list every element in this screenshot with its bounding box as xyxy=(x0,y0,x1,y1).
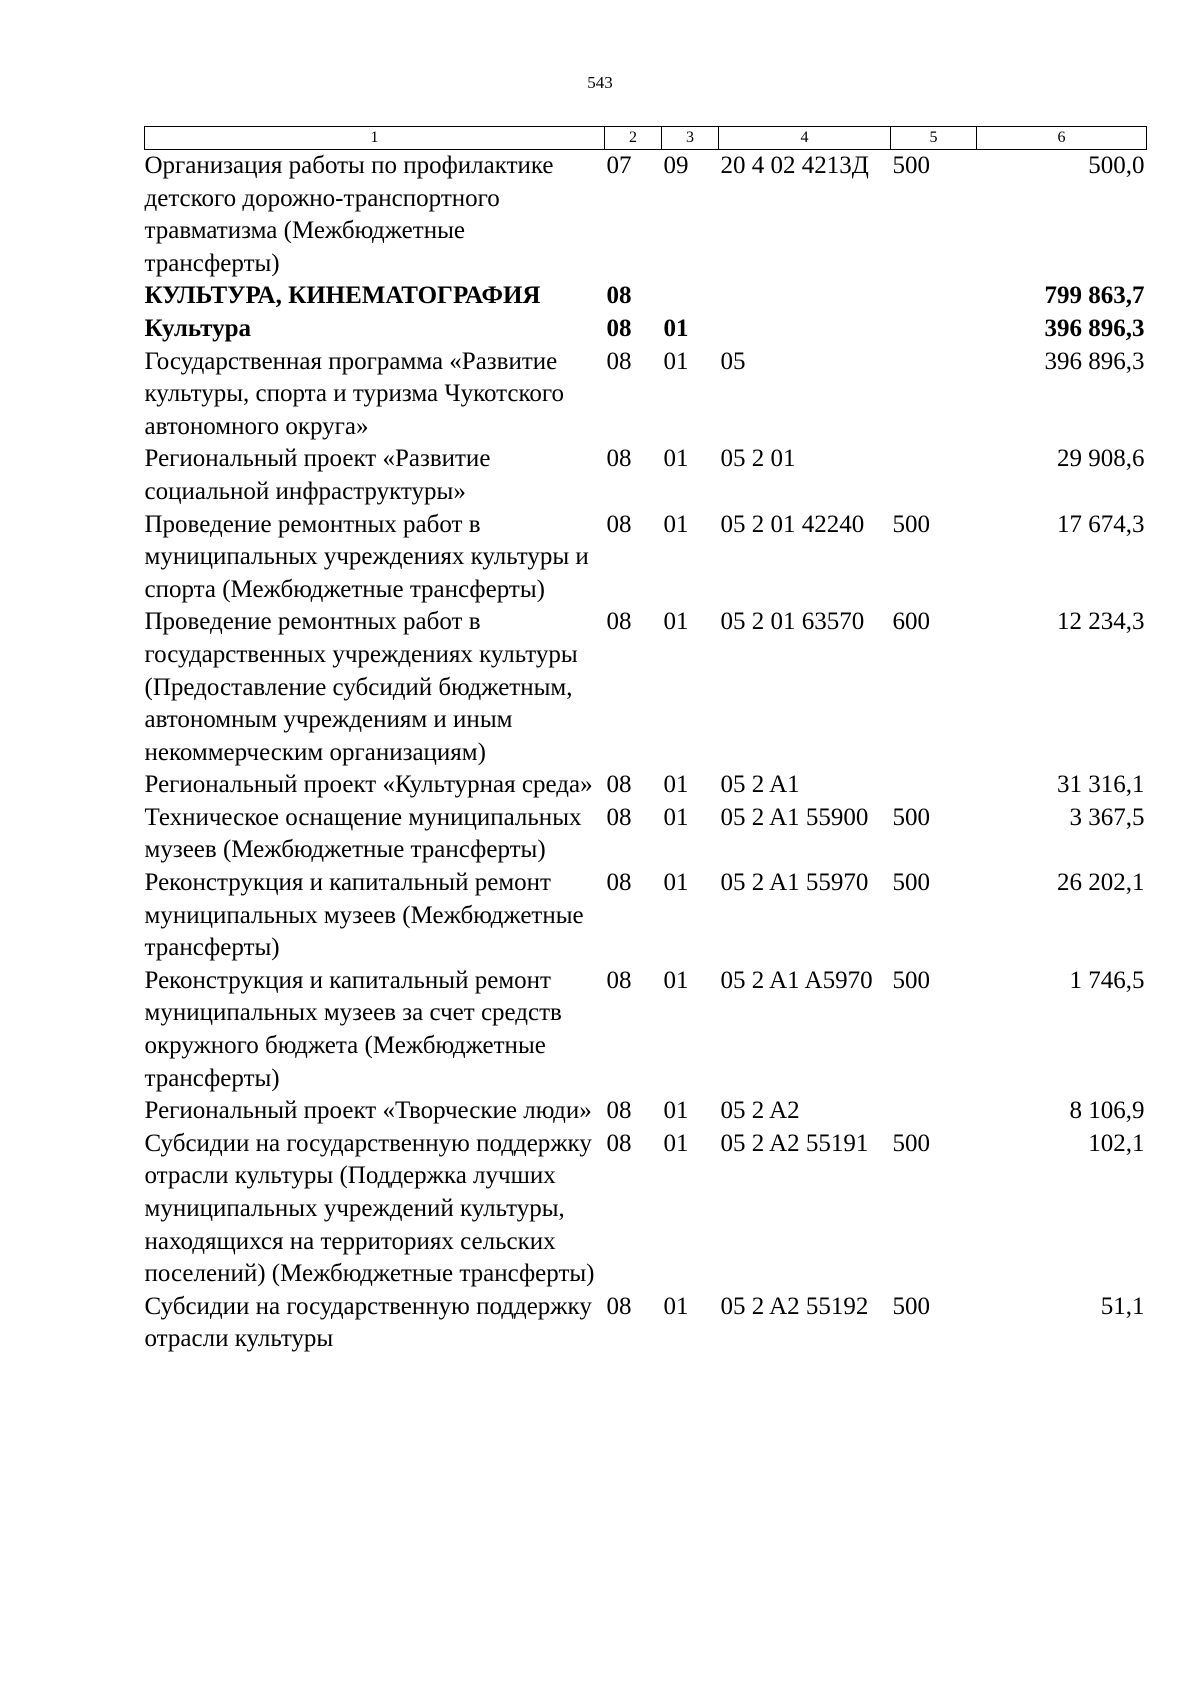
column-number-2: 2 xyxy=(605,127,662,150)
row-amount: 17 674,3 xyxy=(1057,510,1145,538)
budget-table-body xyxy=(145,150,1147,1356)
row-section: 08 xyxy=(606,803,632,831)
row-target-code: 05 xyxy=(720,347,746,375)
table-row xyxy=(145,867,1147,965)
table-row xyxy=(145,965,1147,1095)
row-name: Государственная программа «Развитие культуры, спорта и туризма Чукотского автономного округа» xyxy=(144,347,564,440)
row-amount: 102,1 xyxy=(1088,1129,1145,1157)
row-name: Техническое оснащение муниципальных музеев (Межбюджетные трансферты) xyxy=(144,803,582,864)
row-expense-type: 600 xyxy=(892,608,930,636)
table-row xyxy=(145,443,1147,508)
row-section: 08 xyxy=(606,314,632,342)
column-number-4: 4 xyxy=(719,127,891,150)
row-target-code xyxy=(719,280,891,313)
row-subsection: 01 xyxy=(663,347,689,375)
row-name: Региональный проект «Творческие люди» xyxy=(144,1097,592,1125)
row-expense-type: 500 xyxy=(892,1129,930,1157)
row-expense-type xyxy=(891,1095,977,1128)
row-section: 08 xyxy=(606,966,632,994)
table-row xyxy=(145,280,1147,313)
row-target-code: 05 2 A1 A5970 xyxy=(720,966,873,994)
row-subsection: 01 xyxy=(663,608,689,636)
row-name: Субсидии на государственную поддержку отрасли культуры (Поддержка лучших муниципальных учреждений культуры, находящихся на территориях сельских поселений) (Межбюджетные трансферты) xyxy=(144,1129,595,1288)
row-expense-type xyxy=(891,280,977,313)
row-expense-type: 500 xyxy=(892,510,930,538)
row-name: Субсидии на государственную поддержку отрасли культуры xyxy=(144,1292,592,1353)
row-target-code: 05 2 01 63570 xyxy=(720,608,865,636)
row-expense-type: 500 xyxy=(892,869,930,897)
row-subsection: 01 xyxy=(663,1129,689,1157)
row-expense-type xyxy=(891,443,977,508)
row-name: Культура xyxy=(144,314,252,342)
row-section: 08 xyxy=(606,282,632,310)
row-section: 08 xyxy=(606,1292,632,1320)
table-row xyxy=(145,1095,1147,1128)
row-subsection: 01 xyxy=(663,510,689,538)
row-expense-type: 500 xyxy=(892,1292,930,1320)
row-name: Проведение ремонтных работ в муниципальных учреждениях культуры и спорта (Межбюджетные трансферты) xyxy=(144,510,589,603)
row-target-code: 05 2 A1 55970 xyxy=(720,869,869,897)
row-name: Реконструкция и капитальный ремонт муниципальных музеев за счет средств окружного бюджета (Межбюджетные трансферты) xyxy=(144,966,562,1092)
row-name: Организация работы по профилактике детского дорожно-транспортного травматизма (Межбюджетные трансферты) xyxy=(144,152,554,277)
row-target-code: 05 2 A2 55192 xyxy=(720,1292,869,1320)
table-row xyxy=(145,313,1147,346)
row-name: Региональный проект «Развитие социальной инфраструктуры» xyxy=(144,445,491,505)
row-amount: 29 908,6 xyxy=(1057,445,1145,473)
row-expense-type xyxy=(891,313,977,346)
row-name: Проведение ремонтных работ в государственных учреждениях культуры (Предоставление субсидий бюджетным, автономным учреждениям и иным некоммерческим организациям) xyxy=(144,608,578,766)
row-target-code: 05 2 01 xyxy=(720,445,796,473)
table-row xyxy=(145,1291,1147,1356)
row-target-code: 05 2 A1 55900 xyxy=(720,803,869,831)
row-expense-type: 500 xyxy=(892,966,930,994)
row-expense-type xyxy=(891,769,977,802)
row-subsection: 01 xyxy=(663,771,689,799)
row-amount: 396 896,3 xyxy=(1044,314,1145,342)
row-amount: 8 106,9 xyxy=(1069,1097,1145,1125)
row-section: 08 xyxy=(606,1097,632,1125)
table-row xyxy=(145,802,1147,867)
row-section: 07 xyxy=(606,152,632,179)
row-amount: 51,1 xyxy=(1100,1292,1145,1320)
row-target-code: 05 2 A2 xyxy=(720,1097,800,1125)
row-name: Реконструкция и капитальный ремонт муниципальных музеев (Межбюджетные трансферты) xyxy=(144,869,584,962)
column-number-5: 5 xyxy=(891,127,977,150)
table-row xyxy=(145,606,1147,769)
table-row xyxy=(145,150,1147,281)
row-amount: 1 746,5 xyxy=(1069,966,1145,994)
row-subsection: 09 xyxy=(663,152,689,179)
row-amount: 31 316,1 xyxy=(1057,771,1145,799)
row-target-code: 05 2 A1 xyxy=(720,771,800,799)
row-subsection: 01 xyxy=(663,869,689,897)
row-section: 08 xyxy=(606,1129,632,1157)
table-row xyxy=(145,1128,1147,1291)
row-section: 08 xyxy=(606,510,632,538)
column-number-1: 1 xyxy=(145,127,605,150)
table-row xyxy=(145,346,1147,444)
column-number-3: 3 xyxy=(662,127,719,150)
table-row xyxy=(145,769,1147,802)
row-amount: 26 202,1 xyxy=(1057,869,1145,897)
column-number-6: 6 xyxy=(977,127,1147,150)
row-name: КУЛЬТУРА, КИНЕМАТОГРАФИЯ xyxy=(144,282,541,310)
row-section: 08 xyxy=(606,347,632,375)
row-expense-type: 500 xyxy=(892,803,930,831)
row-target-code xyxy=(719,313,891,346)
table-row xyxy=(145,509,1147,607)
row-expense-type xyxy=(891,346,977,444)
row-subsection: 01 xyxy=(663,1097,689,1125)
row-subsection: 01 xyxy=(663,314,689,342)
row-section: 08 xyxy=(606,608,632,636)
row-name: Региональный проект «Культурная среда» xyxy=(144,771,593,799)
row-subsection: 01 xyxy=(663,966,689,994)
column-number-row xyxy=(145,127,1147,150)
row-target-code: 05 2 A2 55191 xyxy=(720,1129,869,1157)
row-amount: 3 367,5 xyxy=(1069,803,1145,831)
page-number: 543 xyxy=(587,73,613,92)
row-amount: 12 234,3 xyxy=(1057,608,1145,636)
row-amount: 396 896,3 xyxy=(1044,347,1145,375)
row-subsection: 01 xyxy=(663,803,689,831)
row-section: 08 xyxy=(606,869,632,897)
row-subsection: 01 xyxy=(663,1292,689,1320)
row-expense-type: 500 xyxy=(892,152,930,179)
row-amount: 500,0 xyxy=(1088,152,1145,179)
row-target-code: 20 4 02 4213Д xyxy=(720,152,869,179)
row-subsection: 01 xyxy=(663,445,689,473)
row-target-code: 05 2 01 42240 xyxy=(720,510,865,538)
row-subsection xyxy=(662,280,719,313)
row-amount: 799 863,7 xyxy=(1044,282,1145,310)
budget-table xyxy=(144,126,1147,1356)
row-section: 08 xyxy=(606,771,632,799)
row-section: 08 xyxy=(606,445,632,473)
